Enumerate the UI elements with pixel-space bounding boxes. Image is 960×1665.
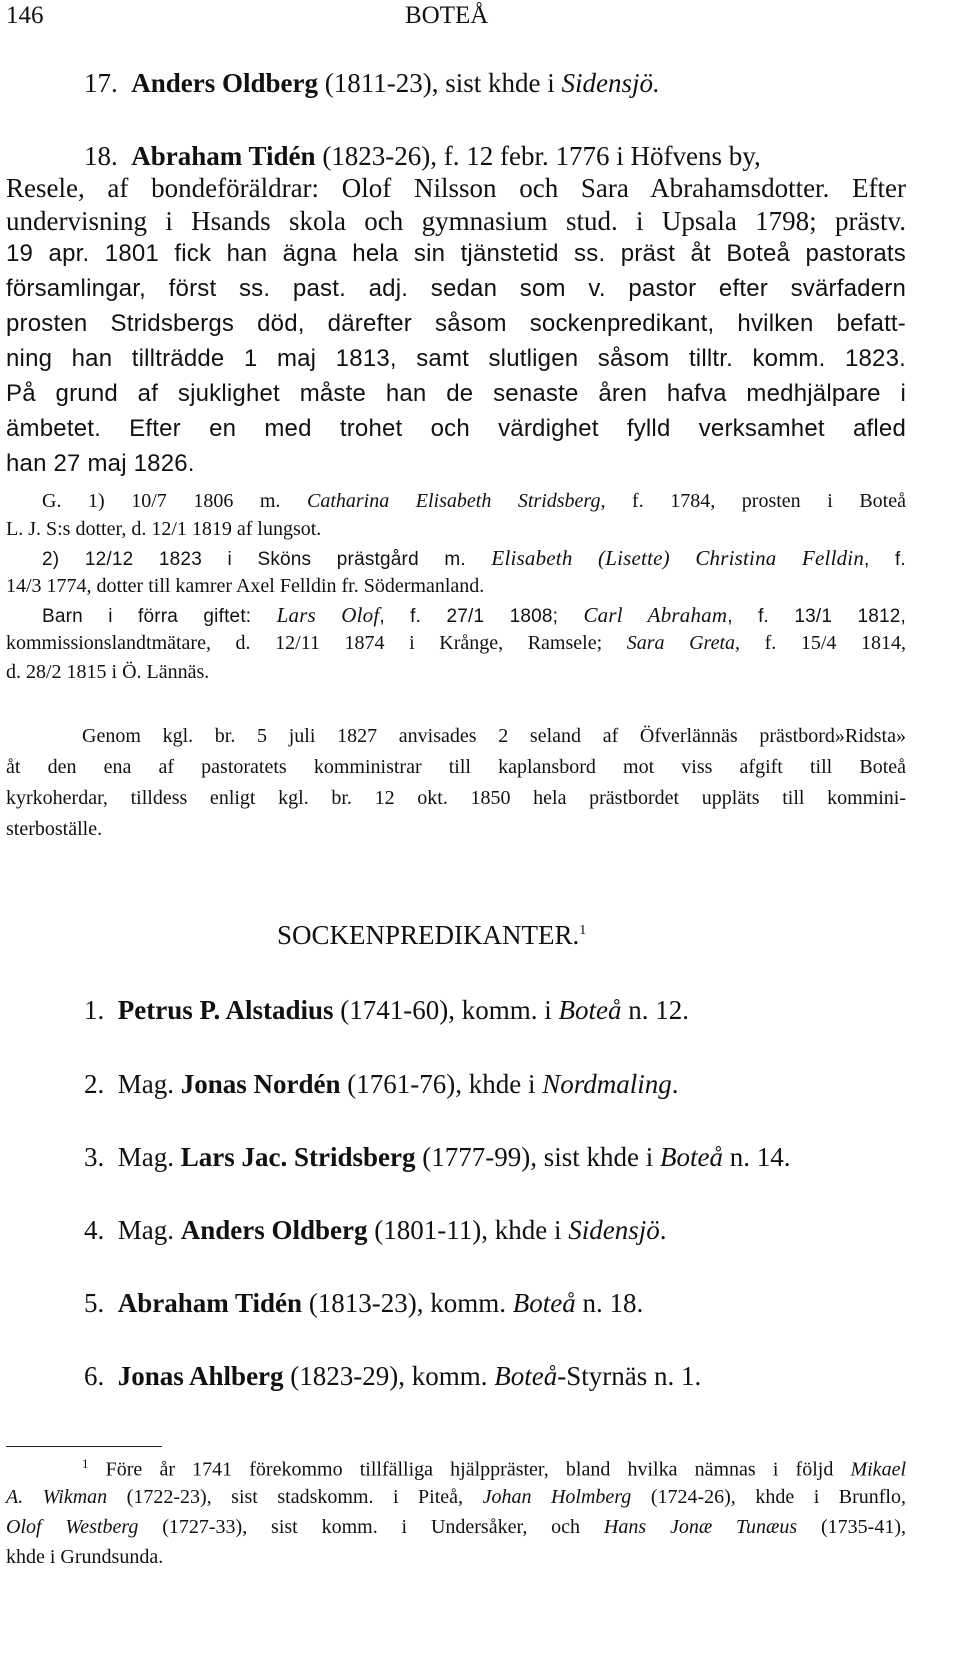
children-line-2 (6, 632, 906, 655)
text: , f. (864, 549, 907, 570)
title-prefix: Mag. (117, 1142, 181, 1172)
item-number: 2. (84, 1069, 105, 1099)
marriage-1-line-1 (42, 490, 906, 513)
list-item (84, 1215, 666, 1246)
text: (1761-76), khde i (340, 1069, 543, 1099)
person-name: Hans Jonæ Tunæus (603, 1516, 798, 1538)
place-name: Boteå (659, 1142, 723, 1172)
list-item (84, 995, 689, 1026)
person-name: Abraham Tidén (117, 1288, 303, 1318)
text: . (659, 1215, 667, 1245)
text: (1724-26), khde i Brunflo, (631, 1486, 906, 1508)
item-number: 3. (84, 1142, 105, 1172)
place-name: Boteå (494, 1361, 558, 1391)
entry-18-line-2: Resele, af bondeföräldrar: Olof Nilsson och Sara Abrahamsdotter. Efter (6, 173, 906, 203)
text: (1777-99), sist khde i (415, 1142, 660, 1172)
footnote-rule (6, 1446, 162, 1447)
text: Barn i förra giftet: (42, 606, 277, 627)
person-name: Mikael (850, 1458, 906, 1481)
spouse-name: Elisabeth (Lisette) Christina Felldin (491, 546, 865, 570)
entry-18-line-8: På grund af sjuklighet måste han de senaste åren hafva medhjälpare i (6, 380, 906, 407)
footnote-line-3 (6, 1516, 906, 1539)
person-name: Petrus P. Alstadius (117, 995, 334, 1025)
text: (1813-23), komm. (302, 1288, 513, 1318)
entry-18-line-3: undervisning i Hsands skola och gymnasium stud. i Upsala 1798; prästv. (6, 206, 906, 236)
text: G. 1) 10/7 1806 m. (42, 490, 307, 512)
footnote-mark: 1 (82, 1456, 89, 1471)
list-item (84, 1288, 643, 1319)
text: , f. 15/4 1814, (735, 632, 907, 654)
marriage-1-line-2: L. J. S:s dotter, d. 12/1 1819 af lungsot. (6, 518, 322, 540)
text: kommissionslandtmätare, d. 12/11 1874 i Krånge, Ramsele; (6, 632, 627, 654)
genom-line-2: åt den ena af pastoratets komministrar till kaplansbord mot viss afgift till Boteå (6, 756, 906, 778)
entry-number: 18. (84, 141, 118, 171)
entry-18-line-5: församlingar, först ss. past. adj. sedan som v. pastor efter svärfadern (6, 275, 906, 302)
child-name: Lars Olof (276, 603, 380, 627)
text: (1741-60), komm. i (333, 995, 559, 1025)
person-name: Anders Oldberg (180, 1215, 368, 1245)
text: , f. 1784, prosten i Boteå (600, 490, 906, 512)
entry-18-line-10: han 27 maj 1826. (6, 450, 195, 477)
entry-text: (1823-26), f. 12 febr. 1776 i Höfvens by, (322, 141, 761, 171)
entry-18-line-7: ning han tillträdde 1 maj 1813, samt slutligen såsom tilltr. komm. 1823. (6, 345, 906, 372)
section-title-text: SOCKENPREDIKANTER. (277, 920, 580, 950)
genom-line-3: kyrkoherdar, tilldess enligt kgl. br. 12 okt. 1850 hela prästbordet uppläts till kommini- (6, 787, 906, 809)
text: Före år 1741 förekommo tillfälliga hjälppräster, bland hvilka nämnas i följd (105, 1458, 851, 1481)
item-number: 5. (84, 1288, 105, 1318)
person-name: Lars Jac. Stridsberg (180, 1142, 416, 1172)
entry-18-line-4: 19 apr. 1801 fick han ägna hela sin tjänstetid ss. präst åt Boteå pastorats (6, 240, 906, 267)
place-name: Sidensjö (568, 1215, 660, 1245)
spouse-name: Catharina Elisabeth Stridsberg (306, 490, 601, 512)
text: n. 18. (575, 1288, 644, 1318)
text: (1735-41), (797, 1516, 906, 1538)
footnote-reference: 1 (579, 923, 587, 938)
place-name: Boteå (558, 995, 622, 1025)
children-line-3: d. 28/2 1815 i Ö. Lännäs. (6, 661, 210, 683)
entry-text: (1811-23), sist khde i (324, 68, 562, 98)
child-name: Carl Abraham (583, 603, 728, 627)
footnote-line-2 (6, 1486, 906, 1509)
place-name: Boteå (512, 1288, 576, 1318)
entry-18-line-1 (84, 141, 906, 172)
text: n. 12. (621, 995, 690, 1025)
title-prefix: Mag. (117, 1069, 181, 1099)
children-line-1 (42, 603, 906, 628)
child-name: Sara Greta (626, 632, 736, 654)
text: (1823-29), komm. (283, 1361, 495, 1391)
item-number: 1. (84, 995, 105, 1025)
entry-name: Abraham Tidén (131, 141, 316, 171)
text: 2) 12/12 1823 i Sköns prästgård m. (42, 549, 492, 570)
person-name: Jonas Nordén (180, 1069, 341, 1099)
entry-name: Anders Oldberg (131, 68, 319, 98)
list-item (84, 1361, 701, 1392)
list-item (84, 1142, 790, 1173)
entry-number: 17. (84, 68, 118, 98)
entry-17 (84, 68, 660, 99)
running-title: BOTEÅ (405, 2, 489, 29)
marriage-2-line-1 (42, 546, 906, 571)
item-number: 4. (84, 1215, 105, 1245)
person-name: Jonas Ahlberg (117, 1361, 284, 1391)
text: (1722-23), sist stadskomm. i Piteå, (107, 1486, 483, 1508)
entry-place: Sidensjö. (561, 68, 660, 98)
page-number: 146 (6, 2, 44, 29)
entry-18-line-6: prosten Stridsbergs död, därefter såsom sockenpredikant, hvilken befatt- (6, 310, 906, 337)
genom-line-4: sterboställe. (6, 818, 103, 840)
text: , f. 13/1 1812, (727, 606, 907, 627)
text: (1801-11), khde i (367, 1215, 569, 1245)
text: -Styrnäs n. 1. (557, 1361, 702, 1391)
list-item (84, 1069, 679, 1100)
footnote-line-4: khde i Grundsunda. (6, 1546, 164, 1568)
text: . (671, 1069, 679, 1099)
place-name: Nordmaling (542, 1069, 672, 1099)
entry-18-line-9: ämbetet. Efter en med trohet och värdighet fylld verksamhet afled (6, 415, 906, 442)
person-name: A. Wikman (6, 1486, 108, 1508)
genom-line-1: Genom kgl. br. 5 juli 1827 anvisades 2 seland af Öfverlännäs prästbord»Ridsta» (82, 725, 906, 747)
item-number: 6. (84, 1361, 105, 1391)
text: , f. 27/1 1808; (379, 606, 584, 627)
person-name: Olof Westberg (6, 1516, 139, 1538)
text: n. 14. (722, 1142, 791, 1172)
marriage-2-line-2: 14/3 1774, dotter till kamrer Axel Felldin fr. Södermanland. (6, 575, 485, 597)
text: (1727-33), sist komm. i Undersåker, och (138, 1516, 604, 1538)
title-prefix: Mag. (117, 1215, 181, 1245)
person-name: Johan Holmberg (482, 1486, 632, 1508)
footnote-line-1 (82, 1456, 906, 1482)
section-title (277, 920, 586, 951)
